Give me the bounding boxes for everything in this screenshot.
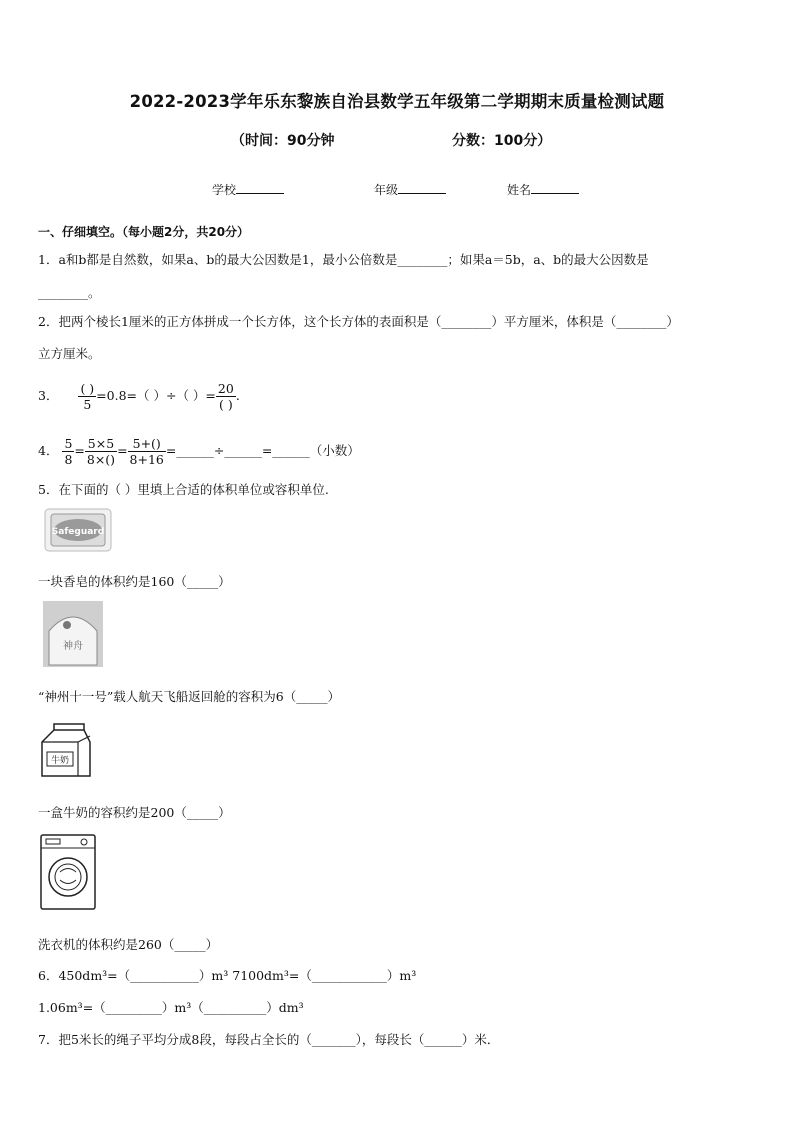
question-4-equals-2: = — [117, 443, 128, 458]
washing-machine-image — [38, 832, 98, 912]
question-5-milk: 一盒牛奶的容积约是200（_____） — [38, 805, 231, 820]
question-4-fraction-1: $\frac{5}{8}$ — [64, 436, 73, 467]
question-3-label: 3． — [38, 388, 59, 403]
question-5-intro: 5．在下面的（ ）里填上合适的体积单位或容积单位. — [38, 482, 329, 497]
question-4 — [38, 432, 360, 470]
question-4-tail: =______÷______=______（小数） — [165, 443, 360, 458]
question-6-line-1: 6．450dm³=（___________）m³ 7100dm³=（____________）m³ — [38, 968, 417, 983]
question-6-line-2: 1.06m³=（_________）m³（__________）dm³ — [38, 1000, 304, 1015]
school-label: 学校 — [212, 183, 237, 197]
question-5-washer: 洗衣机的体积约是260（_____） — [38, 937, 219, 952]
question-1-line-2: ________。 — [38, 285, 101, 300]
question-5-capsule: “神州十一号”载人航天飞船返回舱的容积为6（_____） — [38, 689, 340, 704]
question-1-line-1: 1．a和b都是自然数，如果a、b的最大公因数是1，最小公倍数是________；如果a＝5b，a、b的最大公因数是 — [38, 252, 649, 267]
name-field[interactable] — [507, 181, 579, 198]
question-3-fraction-1: $\frac{( )}{5}$ — [80, 381, 95, 412]
question-4-equals-1: = — [74, 443, 85, 458]
milk-carton-image — [38, 722, 94, 780]
name-label: 姓名 — [507, 183, 532, 197]
question-2-line-2: 立方厘米。 — [38, 346, 101, 361]
section-heading: 一、仔细填空。（每小题2分，共20分） — [38, 225, 250, 239]
question-5-soap: 一块香皂的体积约是160（_____） — [38, 574, 231, 589]
page-title: 2022-2023学年乐东黎族自治县数学五年级第二学期期末质量检测试题 — [129, 92, 665, 111]
question-4-fraction-2: $\frac{5\times 5}{8\times()}$ — [86, 436, 116, 467]
question-4-fraction-3: $\frac{5+()}{8+16}$ — [129, 436, 164, 467]
exam-score: 分数：100分） — [452, 133, 552, 149]
soap-image — [44, 508, 112, 552]
exam-time: （时间：90分钟 — [231, 133, 335, 149]
question-3 — [38, 376, 240, 416]
question-3-fraction-2: $\frac{20}{( )}$ — [217, 381, 234, 412]
question-7: 7．把5米长的绳子平均分成8段，每段占全长的（_______），每段长（______）米． — [38, 1032, 500, 1047]
grade-field[interactable] — [374, 181, 446, 198]
question-3-end: . — [235, 388, 240, 403]
question-2-line-1: 2．把两个棱长1厘米的正方体拼成一个长方体，这个长方体的表面积是（________）平方厘米，体积是（________） — [38, 314, 679, 329]
soap-brand-text: Safeguard — [51, 527, 105, 537]
capsule-image — [43, 601, 103, 667]
school-field[interactable] — [212, 181, 284, 198]
capsule-text: 神舟 — [63, 641, 83, 652]
milk-carton-text: 牛奶 — [50, 756, 70, 766]
question-3-middle: =0.8=（ ）÷（ ）= — [96, 388, 216, 403]
grade-label: 年级 — [374, 183, 399, 197]
question-4-label: 4． — [38, 443, 59, 458]
